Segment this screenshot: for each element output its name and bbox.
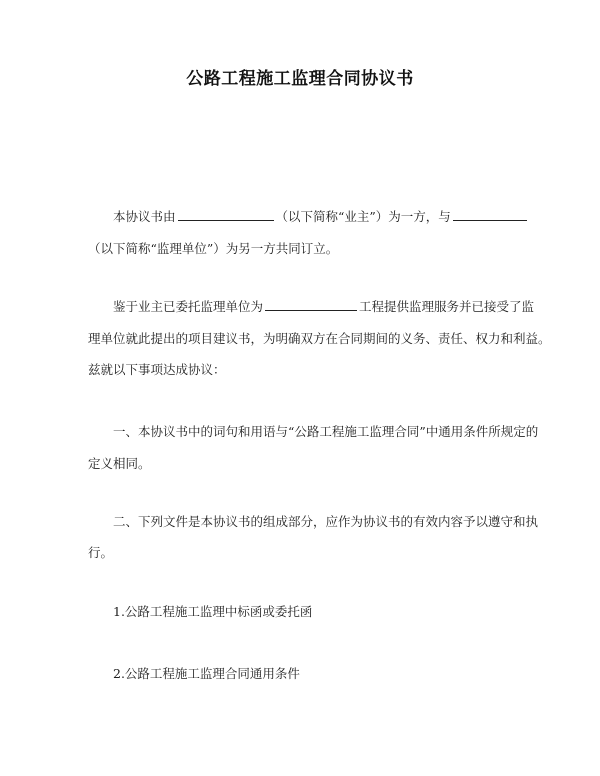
paragraph1-line2: （以下简称“监理单位”）为另一方共同订立。 <box>88 241 339 256</box>
paragraph1-text-a: 本协议书由 <box>113 209 176 224</box>
blank-field-supervisor <box>453 208 527 221</box>
paragraph2-line3: 兹就以下事项达成协议： <box>88 362 226 377</box>
paragraph2-line2: 理单位就此提出的项目建议书，为明确双方在合同期间的义务、责任、权力和利益。 <box>88 331 551 346</box>
paragraph2-text-b: 工程提供监理服务并已接受了监 <box>359 299 535 314</box>
clause1-line1: 一、本协议书中的词句和用语与“公路工程施工监理合同”中通用条件所规定的 <box>113 424 539 439</box>
clause2-line1: 二、下列文件是本协议书的组成部分，应作为协议书的有效内容予以遵守和执 <box>113 514 539 529</box>
clause1-line2: 定义相同。 <box>88 456 151 471</box>
paragraph1-line1 <box>113 208 527 225</box>
list-item: 1.公路工程施工监理中标函或委托函 <box>113 604 313 619</box>
list-item: 2.公路工程施工监理合同通用条件 <box>113 666 300 681</box>
blank-field-owner <box>178 208 274 221</box>
clause2-line2: 行。 <box>88 545 114 560</box>
paragraph1-text-b: （以下简称“业主”）为一方，与 <box>275 209 451 224</box>
blank-field-project <box>265 298 357 311</box>
document-title: 公路工程施工监理合同协议书 <box>186 69 414 89</box>
paragraph2-text-a: 鉴于业主已委托监理单位为 <box>113 299 264 314</box>
paragraph2-line1 <box>113 298 534 315</box>
